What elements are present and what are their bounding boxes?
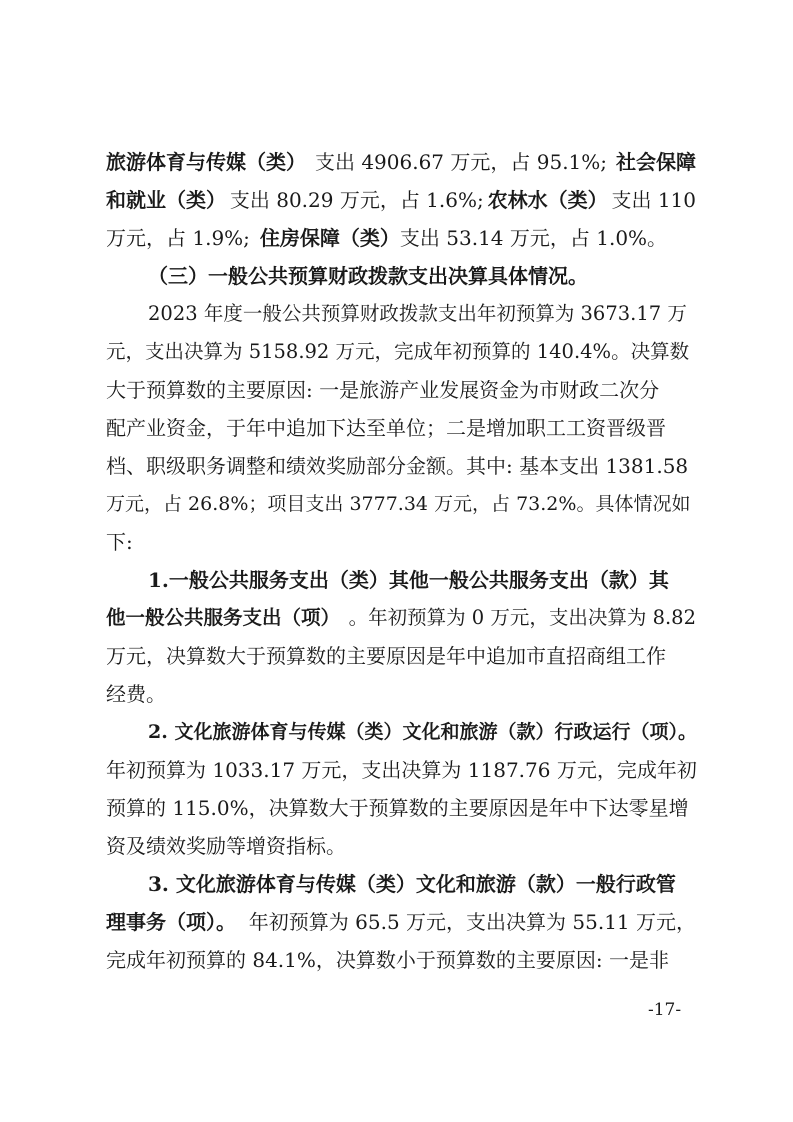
text-line: 配产业资金，于年中追加下达至单位；二是增加职工工资晋级晋: [106, 416, 666, 440]
text-line: 2023 年度一般公共预算财政拨款支出年初预算为 3673.17 万: [148, 302, 687, 325]
text-line: 预算的 115.0%，决算数大于预算数的主要原因是年中下达零星增: [106, 796, 689, 820]
item-heading: 2. 文化旅游体育与传媒（类）文化和旅游（款）行政运行（项）。: [148, 721, 697, 743]
item-heading: 1.一般公共服务支出（类）其他一般公共服务支出（款）其: [148, 568, 669, 592]
text-line: 档、职级职务调整和绩效奖励部分金额。其中: 基本支出 1381.58: [106, 454, 689, 478]
text-line: 年初预算为 1033.17 万元，支出决算为 1187.76 万元，完成年初: [106, 758, 697, 782]
text-line: 资及绩效奖励等增资指标。: [106, 834, 346, 858]
text-line: 万元，决算数大于预算数的主要原因是年中追加市直招商组工作: [106, 644, 666, 668]
text-line: 元，支出决算为 5158.92 万元，完成年初预算的 140.4%。决算数: [106, 340, 690, 363]
text-line: 和就业（类） 支出 80.29 万元，占 1.6%; 农林水（类） 支出 110: [106, 188, 696, 212]
text-line: 万元，占 26.8%；项目支出 3777.34 万元，占 73.2%。具体情况如: [106, 493, 691, 515]
page-number: -17-: [648, 1000, 682, 1020]
section-heading: （三）一般公共预算财政拨款支出决算具体情况。: [148, 264, 588, 288]
text-line: 经费。: [106, 682, 166, 706]
text-line: 大于预算数的主要原因: 一是旅游产业发展资金为市财政二次分: [106, 378, 660, 402]
text-line: 下:: [106, 530, 133, 554]
text-line: 理事务（项）。 年初预算为 65.5 万元，支出决算为 55.11 万元，: [106, 910, 696, 934]
item-heading: 3. 文化旅游体育与传媒（类）文化和旅游（款）一般行政管: [148, 872, 676, 896]
text-line: 万元，占 1.9%; 住房保障（类） 支出 53.14 万元，占 1.0%。: [106, 226, 668, 250]
text-line: 旅游体育与传媒（类） 支出 4906.67 万元，占 95.1%; 社会保障: [106, 150, 696, 174]
text-line: 完成年初预算的 84.1%，决算数小于预算数的主要原因: 一是非: [106, 948, 669, 972]
text-line: 他一般公共服务支出（项） 。年初预算为 0 万元，支出决算为 8.82: [106, 606, 696, 629]
